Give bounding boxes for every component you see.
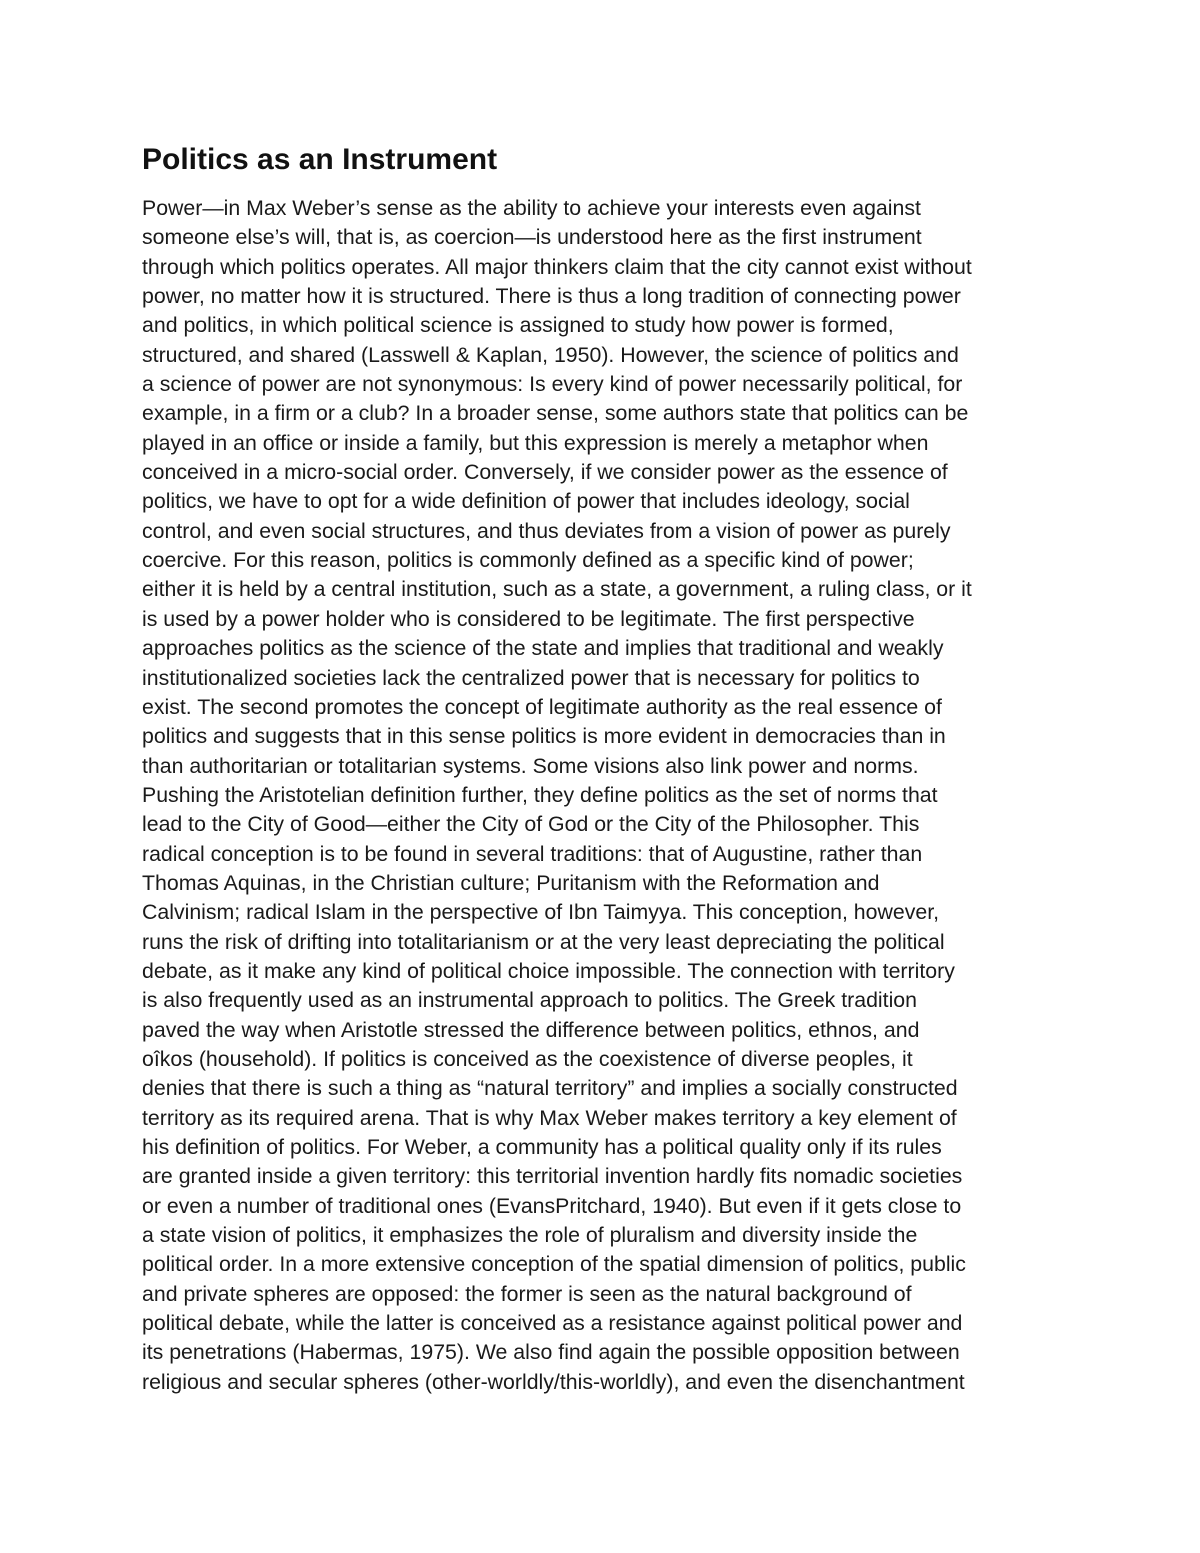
paragraph-line: or even a number of traditional ones (EvansPritchard, 1940). But even if it gets close to xyxy=(142,1193,962,1218)
paragraph-line: oîkos (household). If politics is conceived as the coexistence of diverse peoples, it xyxy=(142,1046,913,1071)
paragraph-line: political debate, while the latter is conceived as a resistance against political power and xyxy=(142,1311,963,1336)
paragraph-line: is used by a power holder who is considered to be legitimate. The first perspective xyxy=(142,606,915,631)
paragraph-line: its penetrations (Habermas, 1975). We also find again the possible opposition between xyxy=(142,1340,960,1365)
paragraph-line: Thomas Aquinas, in the Christian culture; Puritanism with the Reformation and xyxy=(142,870,880,895)
body-paragraph xyxy=(142,194,972,1397)
paragraph-line: is also frequently used as an instrumental approach to politics. The Greek tradition xyxy=(142,988,917,1013)
paragraph-line: example, in a firm or a club? In a broader sense, some authors state that politics can be xyxy=(142,401,969,426)
paragraph-line: coercive. For this reason, politics is commonly defined as a specific kind of power; xyxy=(142,548,914,573)
paragraph-line: than authoritarian or totalitarian systems. Some visions also link power and norms. xyxy=(142,753,919,778)
paragraph-line: a state vision of politics, it emphasizes the role of pluralism and diversity inside the xyxy=(142,1223,918,1248)
paragraph-line: either it is held by a central institution, such as a state, a government, a ruling class, or it xyxy=(142,577,972,602)
paragraph-line: runs the risk of drifting into totalitarianism or at the very least depreciating the political xyxy=(142,929,945,954)
paragraph-line: institutionalized societies lack the centralized power that is necessary for politics to xyxy=(142,665,920,690)
paragraph-line: and private spheres are opposed: the former is seen as the natural background of xyxy=(142,1281,912,1306)
paragraph-line: Power—in Max Weber’s sense as the ability to achieve your interests even against xyxy=(142,196,921,220)
paragraph-line: conceived in a micro-social order. Conversely, if we consider power as the essence of xyxy=(142,460,948,485)
paragraph-line: radical conception is to be found in several traditions: that of Augustine, rather than xyxy=(142,841,923,866)
paragraph-line: his definition of politics. For Weber, a community has a political quality only if its rules xyxy=(142,1135,942,1159)
paragraph-line: politics, we have to opt for a wide definition of power that includes ideology, social xyxy=(142,489,910,514)
paragraph-line: Pushing the Aristotelian definition further, they define politics as the set of norms that xyxy=(142,782,938,807)
paragraph-line: played in an office or inside a family, but this expression is merely a metaphor when xyxy=(142,430,929,455)
paragraph-line: are granted inside a given territory: this territorial invention hardly fits nomadic societies xyxy=(142,1164,963,1189)
document-title: Politics as an Instrument xyxy=(142,143,498,176)
paragraph-line: religious and secular spheres (other-worldly/this-worldly), and even the disenchantment xyxy=(142,1369,965,1394)
paragraph-line: and politics, in which political science is assigned to study how power is formed, xyxy=(142,313,894,338)
paragraph-line: exist. The second promotes the concept of legitimate authority as the real essence of xyxy=(142,694,942,719)
paragraph-line: someone else’s will, that is, as coercion—is understood here as the first instrument xyxy=(142,225,922,250)
paragraph-line: Calvinism; radical Islam in the perspective of Ibn Taimyya. This conception, however, xyxy=(142,900,940,925)
paragraph-line: structured, and shared (Lasswell & Kaplan, 1950). However, the science of politics and xyxy=(142,342,959,367)
paragraph-line: paved the way when Aristotle stressed the difference between politics, ethnos, and xyxy=(142,1017,920,1042)
paragraph-line: approaches politics as the science of the state and implies that traditional and weakly xyxy=(142,636,944,661)
paragraph-line: through which politics operates. All major thinkers claim that the city cannot exist without xyxy=(142,254,972,279)
paragraph-line: denies that there is such a thing as “natural territory” and implies a socially constructed xyxy=(142,1076,958,1101)
paragraph-line: lead to the City of Good—either the City of God or the City of the Philosopher. This xyxy=(142,812,920,837)
paragraph-line: debate, as it make any kind of political choice impossible. The connection with territory xyxy=(142,958,955,983)
paragraph-line: control, and even social structures, and thus deviates from a vision of power as purely xyxy=(142,518,951,543)
paragraph-line: political order. In a more extensive conception of the spatial dimension of politics, public xyxy=(142,1252,966,1277)
paragraph-line: power, no matter how it is structured. There is thus a long tradition of connecting power xyxy=(142,284,961,309)
paragraph-line: territory as its required arena. That is why Max Weber makes territory a key element of xyxy=(142,1105,957,1130)
paragraph-line: politics and suggests that in this sense politics is more evident in democracies than in xyxy=(142,724,946,749)
paragraph-line: a science of power are not synonymous: Is every kind of power necessarily political, for xyxy=(142,372,963,397)
